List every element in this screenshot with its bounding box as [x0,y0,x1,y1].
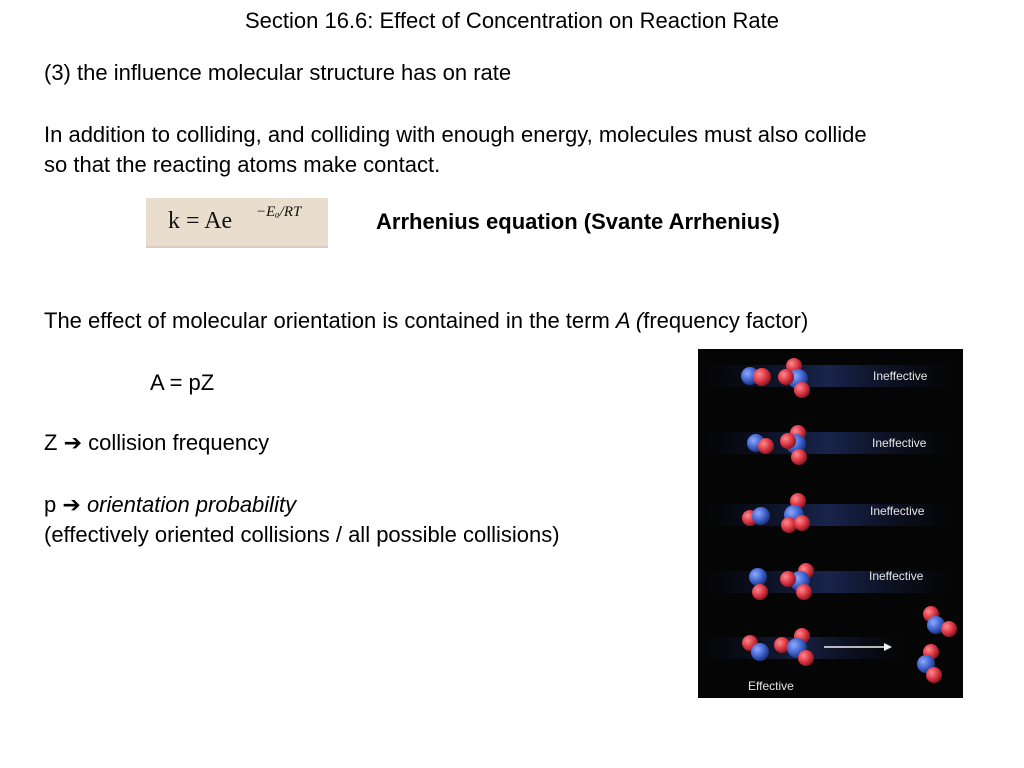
p-note: (effectively oriented collisions / all possible collisions) [44,522,560,547]
collision-illustration [698,349,963,698]
row-4-label: Ineffective [869,569,924,583]
row-5-label: Effective [748,679,794,693]
collision-row-3 [703,493,953,533]
row-3-label: Ineffective [870,504,925,518]
point-3-heading: (3) the influence molecular structure has on rate [44,60,512,85]
right-arrow-icon: ➔ [62,492,81,517]
right-arrow-icon: ➔ [63,430,83,455]
arrhenius-equation-image [146,198,328,248]
z-text: collision frequency [82,430,270,455]
z-definition [44,428,269,458]
collision-row-4 [703,563,953,600]
orientation-suffix: frequency factor) [643,308,809,333]
molecular-collision-figure [698,349,963,698]
paragraph-line-1: In addition to colliding, and colliding with enough energy, molecules must also collide [44,122,867,147]
formula-a-pz: A = pZ [150,370,215,395]
p-definition [44,490,296,520]
paragraph-line-2: so that the reacting atoms make contact. [44,152,441,177]
row-2-label: Ineffective [872,436,927,450]
orientation-prefix: The effect of molecular orientation is contained in the term [44,308,616,333]
p-text: orientation probability [86,492,297,517]
collision-row-5 [703,606,957,693]
equation-exponent: −Eₐ/RT [256,204,302,220]
orientation-sentence [44,306,808,336]
z-symbol: Z [44,430,58,455]
equation-main: k = Ae [168,208,233,234]
p-symbol: p [44,492,57,517]
slide-title: Section 16.6: Effect of Concentration on Reaction Rate [244,8,780,33]
collision-row-2 [703,425,953,465]
row-1-label: Ineffective [873,369,928,383]
collision-row-1 [703,358,953,398]
equation-caption: Arrhenius equation (Svante Arrhenius) [376,209,780,234]
orientation-term: A ( [615,308,644,333]
